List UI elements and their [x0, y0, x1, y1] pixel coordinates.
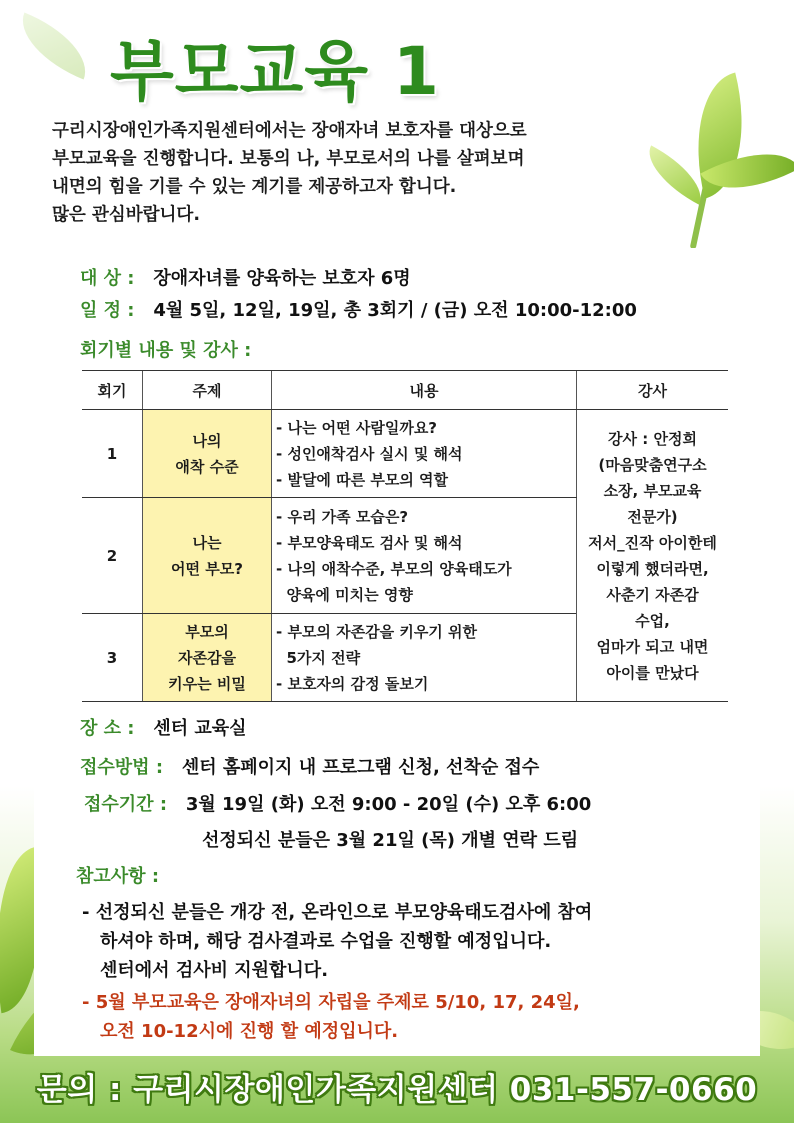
session-topic: [143, 614, 272, 702]
session-number: 2: [82, 498, 143, 614]
schedule-value: 4월 5일, 12일, 19일, 총 3회기 / (금) 오전 10:00-12:00: [153, 300, 637, 321]
note-line: 하셔야 하며, 해당 검사결과로 수업을 진행할 예정입니다.: [100, 931, 552, 952]
topic-line: 자존감을: [178, 648, 236, 667]
intro-line: 많은 관심바랍니다.: [52, 205, 200, 225]
note-line: - 5월 부모교육은 장애자녀의 자립을 주제로 5/10, 17, 24일,: [82, 992, 580, 1013]
column-header: 주제: [143, 371, 272, 410]
lecturer-line: 아이를 만났다: [606, 663, 699, 682]
method-label: 접수방법 :: [80, 757, 164, 778]
lecturer-line: 강사 : 안정희: [608, 429, 697, 448]
topic-line: 나는: [192, 533, 222, 552]
topic-line: 어떤 부모?: [171, 559, 243, 578]
content-line: - 나는 어떤 사람일까요?: [276, 418, 438, 437]
content-panel: [34, 248, 760, 1056]
lecturer-line: 이렇게 했더라면,: [596, 559, 709, 578]
notes-title: 참고사항 :: [76, 866, 160, 887]
column-header: 강사: [577, 371, 729, 410]
table-header-row: [82, 371, 728, 410]
session-topic: [143, 410, 272, 498]
column-header: 내용: [272, 371, 577, 410]
lecturer-line: 소장, 부모교육: [603, 481, 702, 500]
topic-line: 애착 수준: [175, 457, 239, 476]
contact-footer: 문의 : 구리시장애인가족지원센터 031-557-0660: [36, 1072, 758, 1108]
table-row: [82, 410, 728, 498]
lecturer-line: 엄마가 되고 내면: [596, 637, 709, 656]
period-note: 선정되신 분들은 3월 21일 (목) 개별 연락 드림: [202, 830, 579, 851]
topic-line: 나의: [192, 431, 222, 450]
target-value: 장애자녀를 양육하는 보호자 6명: [153, 268, 411, 289]
schedule-row: [80, 296, 637, 322]
place-label: 장 소 :: [80, 718, 135, 739]
leaf-decoration-icon: [9, 12, 98, 79]
session-table: [82, 370, 728, 702]
content-line: - 나의 애착수준, 부모의 양육태도가: [276, 559, 512, 578]
note-line: 센터에서 검사비 지원합니다.: [100, 960, 329, 981]
place-value: 센터 교육실: [153, 718, 247, 739]
session-content: [272, 498, 577, 614]
session-content: [272, 410, 577, 498]
content-line: - 부모양육태도 검사 및 해석: [276, 533, 463, 552]
intro-line: 부모교육을 진행합니다. 보통의 나, 부모로서의 나를 살펴보며: [52, 149, 525, 169]
intro-paragraph: [52, 117, 652, 229]
note-line: 오전 10-12시에 진행 할 예정입니다.: [100, 1021, 399, 1042]
lecturer-line: 저서_진작 아이한테: [588, 533, 717, 552]
intro-line: 구리시장애인가족지원센터에서는 장애자녀 보호자를 대상으로: [52, 121, 527, 141]
session-number: 3: [82, 614, 143, 702]
page-title: 부모교육 1: [110, 33, 440, 110]
method-row: [80, 753, 539, 779]
period-value: 3월 19일 (화) 오전 9:00 - 20일 (수) 오후 6:00: [185, 794, 592, 815]
content-line: 5가지 전략: [276, 648, 361, 667]
lecturer-line: 사춘기 자존감: [606, 585, 699, 604]
period-label: 접수기간 :: [84, 794, 168, 815]
content-line: 양육에 미치는 영향: [276, 585, 413, 604]
content-line: - 부모의 자존감을 키우기 위한: [276, 622, 477, 641]
session-content: [272, 614, 577, 702]
intro-line: 내면의 힘을 기를 수 있는 계기를 제공하고자 합니다.: [52, 177, 457, 197]
column-header: 회기: [82, 371, 143, 410]
content-line: - 발달에 따른 부모의 역할: [276, 470, 449, 489]
content-line: - 성인애착검사 실시 및 해석: [276, 444, 463, 463]
note-line: - 선정되신 분들은 개강 전, 온라인으로 부모양육태도검사에 참여: [82, 902, 593, 923]
session-topic: [143, 498, 272, 614]
content-line: - 우리 가족 모습은?: [276, 507, 409, 526]
method-value: 센터 홈페이지 내 프로그램 신청, 선착순 접수: [181, 757, 540, 778]
place-row: [80, 714, 247, 740]
session-number: 1: [82, 410, 143, 498]
topic-line: 키우는 비밀: [168, 674, 246, 693]
notes-list: [82, 898, 592, 985]
lecturer-line: 전문가): [627, 507, 678, 526]
sessions-title: 회기별 내용 및 강사 :: [80, 340, 252, 361]
lecturer-info: [577, 410, 729, 702]
period-row: [84, 790, 591, 816]
lecturer-line: (마음맞춤연구소: [598, 455, 707, 474]
content-line: - 보호자의 감정 돌보기: [276, 674, 429, 693]
lecturer-line: 수업,: [635, 611, 670, 630]
notes-highlight: [82, 988, 580, 1046]
target-label: 대 상 :: [80, 268, 135, 289]
schedule-label: 일 정 :: [80, 300, 135, 321]
target-row: [80, 264, 411, 290]
topic-line: 부모의: [185, 622, 229, 641]
